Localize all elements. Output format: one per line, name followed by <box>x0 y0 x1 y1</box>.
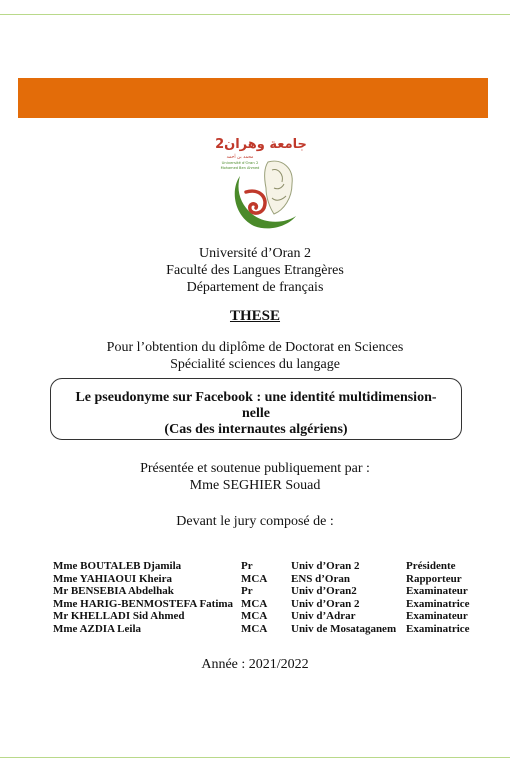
title-line3: (Cas des internautes algériens) <box>164 422 348 437</box>
academic-year: Année : 2021/2022 <box>201 657 309 672</box>
jury-role: Examinatrice <box>406 597 470 610</box>
jury-grade: Pr <box>241 560 253 572</box>
thesis-specialty: Spécialité sciences du langage <box>170 357 340 372</box>
jury-institution: Univ d’Oran2 <box>291 585 357 598</box>
logo-line1: محمد بن أحمد <box>226 155 254 160</box>
jury-grade: MCA <box>241 610 268 623</box>
jury-institution: Univ d’Oran 2 <box>291 560 360 572</box>
presentation-line: Présentée et soutenue publiquement par : <box>140 461 370 476</box>
jury-role: Présidente <box>406 560 456 572</box>
thesis-label: THESE <box>229 308 281 324</box>
title-line1: Le pseudonyme sur Facebook : une identité multidimension- <box>75 390 437 405</box>
jury-institution: Univ d’Adrar <box>291 610 356 623</box>
title-box <box>50 378 462 440</box>
thesis-purpose: Pour l’obtention du diplôme de Doctorat en Sciences <box>106 340 404 355</box>
thesis-label-wrap <box>0 308 510 325</box>
jury-grade: MCA <box>241 622 268 635</box>
jury-role: Examinatrice <box>406 622 470 635</box>
jury-name: Mr KHELLADI Sid Ahmed <box>53 610 185 623</box>
top-rule <box>0 14 510 15</box>
university-name: Université d’Oran 2 <box>199 246 311 261</box>
jury-name: Mme YAHIAOUI Kheira <box>53 572 172 585</box>
university-logo <box>215 132 307 232</box>
jury-institution: Univ de Mosataganem <box>291 622 397 635</box>
jury-institution: ENS d’Oran <box>291 572 350 585</box>
jury-name: Mme AZDIA Leila <box>53 622 141 635</box>
jury-name: Mme BOUTALEB Djamila <box>53 560 182 572</box>
jury-name: Mme HARIG-BENMOSTEFA Fatima <box>53 597 234 610</box>
bottom-rule <box>0 757 510 758</box>
faculty-name: Faculté des Langues Etrangères <box>166 263 344 278</box>
jury-role: Examinateur <box>406 585 468 598</box>
logo-arabic-text: جامعة وهران2 <box>215 137 307 152</box>
jury-institution: Univ d’Oran 2 <box>291 597 360 610</box>
jury-grade: MCA <box>241 597 268 610</box>
orange-banner <box>18 78 488 118</box>
department-name: Département de français <box>186 280 324 295</box>
jury-name: Mr BENSEBIA Abdelhak <box>53 585 174 598</box>
jury-grade: MCA <box>241 572 268 585</box>
logo-line2: Université d'Oran 2 <box>221 160 259 165</box>
jury-grade: Pr <box>241 585 253 598</box>
jury-role: Rapporteur <box>406 572 462 585</box>
title-line2: nelle <box>242 406 270 421</box>
author-name: Mme SEGHIER Souad <box>189 478 321 493</box>
jury-role: Examinateur <box>406 610 468 623</box>
jury-intro: Devant le jury composé de : <box>176 514 334 529</box>
logo-line3: Mohamed Ben Ahmed <box>220 166 260 170</box>
